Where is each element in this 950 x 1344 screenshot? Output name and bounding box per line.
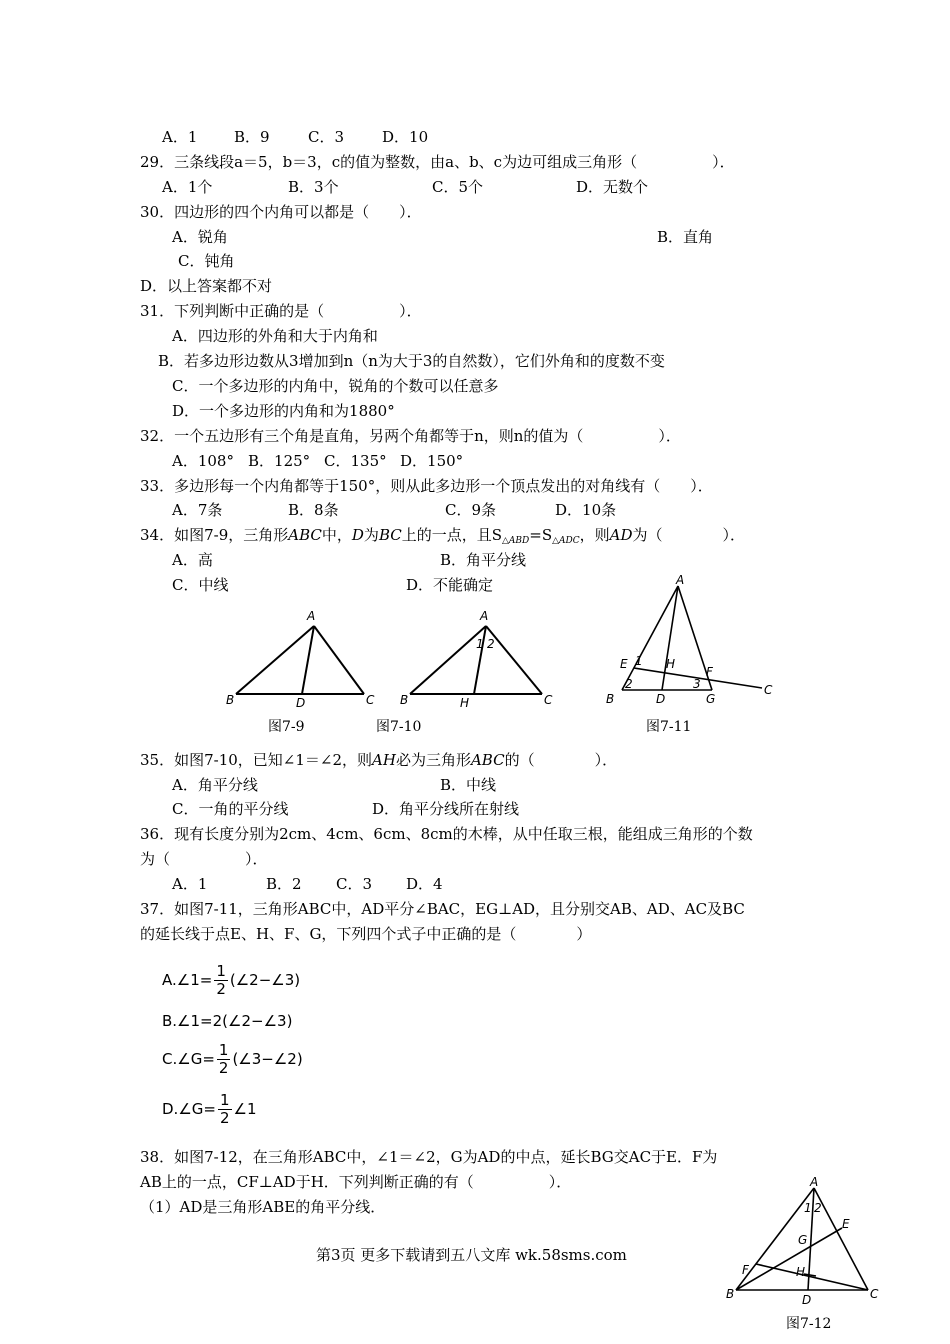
q35-text-3: 的（ ）． xyxy=(504,751,618,769)
q34-d: D xyxy=(351,526,364,544)
q28-option-c: C．3 xyxy=(308,128,345,146)
q32-option-d: D．150° xyxy=(400,452,464,470)
q34-abc: ABC xyxy=(288,526,322,544)
fig710-label-1: 1 xyxy=(476,637,484,651)
q37-d-pre: D.∠G= xyxy=(162,1100,216,1118)
fig79-label-d: D xyxy=(296,696,306,710)
q32-option-b: B．125° xyxy=(248,452,311,470)
q35-ah: AH xyxy=(372,751,396,769)
q33-option-b: B．8条 xyxy=(288,501,339,519)
fig79-caption: 图7-9 xyxy=(268,719,305,735)
fig712-label-g: G xyxy=(798,1233,808,1247)
fig712-label-d: D xyxy=(802,1293,812,1307)
q35-option-b: B．中线 xyxy=(440,776,497,794)
q38-line-1: 38．如图7-12，在三角形ABC中，∠1＝∠2，G为AD的中点，延长BG交AC于E．F为 xyxy=(140,1148,718,1166)
fig711-label-h: H xyxy=(666,657,676,671)
fig712-label-h: H xyxy=(796,1265,806,1279)
q38-line-3: （1）AD是三角形ABE的角平分线． xyxy=(140,1198,386,1216)
page-footer: 第3页 更多下载请到五八文库 wk.58sms.com xyxy=(316,1246,627,1264)
fig711-label-a: A xyxy=(676,573,685,587)
q30-option-a: A．锐角 xyxy=(172,228,228,246)
q31-stem: 31．下列判断中正确的是（ ）． xyxy=(140,302,422,320)
q31-option-c: C．一个多边形的内角中，锐角的个数可以任意多 xyxy=(172,377,499,395)
figure-7-12 xyxy=(722,1174,892,1308)
q33-option-d: D．10条 xyxy=(555,501,617,519)
q34-stem xyxy=(140,525,745,551)
q36-option-d: D．4 xyxy=(406,875,443,893)
q28-option-b: B．9 xyxy=(234,128,270,146)
q36-option-c: C．3 xyxy=(336,875,373,893)
fig711-label-b: B xyxy=(606,692,615,706)
fig711-label-f: F xyxy=(706,665,713,679)
q35-option-a: A．角平分线 xyxy=(172,776,258,794)
q37-d-den: 2 xyxy=(219,1109,230,1127)
fig710-label-c: C xyxy=(544,693,553,707)
fig711-label-e: E xyxy=(620,657,628,671)
fig79-label-b: B xyxy=(226,693,235,707)
q33-stem: 33．多边形每一个内角都等于150°，则从此多边形一个顶点发出的对角线有（ ）． xyxy=(140,477,713,495)
fig711-label-g: G xyxy=(706,692,716,706)
q34-text-2: 中， xyxy=(321,526,352,544)
q34-option-d: D．不能确定 xyxy=(406,576,494,594)
q30-stem: 30．四边形的四个内角可以都是（ ）． xyxy=(140,203,422,221)
q36-option-a: A．1 xyxy=(172,875,208,893)
q34-text-3: 为 xyxy=(363,526,379,544)
fig712-caption: 图7-12 xyxy=(786,1316,832,1332)
q31-option-b: B．若多边形边数从3增加到n（n为大于3的自然数），它们外角和的度数不变 xyxy=(158,352,665,370)
q34-sub-adc: △ADC xyxy=(552,536,580,546)
q30-option-d: D．以上答案都不对 xyxy=(140,277,273,295)
fig712-label-c: C xyxy=(870,1287,879,1301)
fig710-label-a: A xyxy=(480,609,489,623)
fig712-label-2: 2 xyxy=(814,1201,822,1215)
q37-c-post: (∠3−∠2) xyxy=(232,1050,303,1068)
q36-line-2: 为（ ）． xyxy=(140,850,268,868)
fig711-label-2: 2 xyxy=(625,677,633,691)
q35-stem xyxy=(140,750,617,770)
figure-7-10 xyxy=(396,606,556,710)
q34-bc: BC xyxy=(378,526,402,544)
q37-d-num: 1 xyxy=(219,1091,230,1109)
q37-d-fraction xyxy=(218,1092,232,1127)
q32-option-a: A．108° xyxy=(172,452,234,470)
fig712-label-a: A xyxy=(810,1175,819,1189)
q29-option-a: A．1个 xyxy=(162,178,213,196)
q29-option-d: D．无数个 xyxy=(576,178,649,196)
fig712-label-e: E xyxy=(842,1217,850,1231)
q32-stem: 32．一个五边形有三个角是直角，另两个角都等于n，则n的值为（ ）． xyxy=(140,427,681,445)
q34-text-1: 34．如图7-9，三角形 xyxy=(140,526,289,544)
fig79-label-a: A xyxy=(307,609,316,623)
q31-option-a: A．四边形的外角和大于内角和 xyxy=(172,327,378,345)
fig712-label-1: 1 xyxy=(804,1201,812,1215)
q35-text-1: 35．如图7-10，已知∠1＝∠2，则 xyxy=(140,751,373,769)
q35-abc: ABC xyxy=(470,751,505,769)
q38-line-2: AB上的一点，CF⊥AD于H．下列判断正确的有（ ）． xyxy=(140,1173,572,1191)
q31-option-d: D．一个多边形的内角和为1880° xyxy=(172,402,395,420)
q37-a-post: (∠2−∠3) xyxy=(229,971,301,989)
q34-option-c: C．中线 xyxy=(172,576,229,594)
q30-option-b: B．直角 xyxy=(657,228,714,246)
q37-a-num: 1 xyxy=(216,962,226,980)
q37-a-den: 2 xyxy=(216,980,226,998)
q34-text-6: 为（ ）． xyxy=(632,526,746,544)
fig79-label-c: C xyxy=(366,693,375,707)
q37-option-c xyxy=(162,1042,303,1077)
q34-eq: =S xyxy=(529,526,553,544)
q29-option-c: C．5个 xyxy=(432,178,484,196)
q37-line-1: 37．如图7-11，三角形ABC中，AD平分∠BAC，EG⊥AD，且分别交AB、AD、AC及BC xyxy=(140,900,745,918)
q34-text-5: ，则 xyxy=(579,526,610,544)
q35-text-2: 必为三角形 xyxy=(395,751,471,769)
q34-option-b: B．角平分线 xyxy=(440,551,527,569)
q34-text-4: 上的一点，且S xyxy=(401,526,502,544)
q37-c-pre: C.∠G= xyxy=(162,1050,215,1068)
q37-option-d xyxy=(162,1092,257,1127)
q29-option-b: B．3个 xyxy=(288,178,339,196)
q33-option-c: C．9条 xyxy=(445,501,497,519)
q37-line-2: 的延长线于点E、H、F、G，下列四个式子中正确的是（ ） xyxy=(140,925,592,943)
fig710-label-h: H xyxy=(460,696,470,710)
fig711-label-1: 1 xyxy=(635,654,643,668)
q37-d-post: ∠1 xyxy=(233,1100,257,1118)
q37-c-fraction xyxy=(217,1042,231,1077)
q37-a-pre: A.∠1= xyxy=(162,971,213,989)
q30-option-c: C．钝角 xyxy=(178,252,235,270)
q34-ad: AD xyxy=(609,526,633,544)
q37-a-fraction xyxy=(214,963,228,998)
q36-option-b: B．2 xyxy=(266,875,302,893)
q35-option-d: D．角平分线所在射线 xyxy=(372,800,520,818)
q33-option-a: A．7条 xyxy=(172,501,223,519)
q28-option-d: D．10 xyxy=(382,128,429,146)
q37-b-text: B.∠1=2(∠2−∠3) xyxy=(162,1012,293,1030)
fig712-label-f: F xyxy=(742,1263,749,1277)
q35-option-c: C．一角的平分线 xyxy=(172,800,289,818)
fig711-label-3: 3 xyxy=(693,677,701,691)
q34-sub-abd: △ABD xyxy=(502,536,530,546)
q37-option-a xyxy=(162,963,300,998)
figure-7-11 xyxy=(600,572,790,712)
fig711-label-c: C xyxy=(764,683,773,697)
fig711-label-d: D xyxy=(656,692,666,706)
q37-c-num: 1 xyxy=(218,1041,229,1059)
fig710-label-b: B xyxy=(400,693,409,707)
q34-option-a: A．高 xyxy=(172,551,213,569)
fig710-label-2: 2 xyxy=(487,637,495,651)
fig711-caption: 图7-11 xyxy=(646,719,692,735)
q32-option-c: C．135° xyxy=(324,452,387,470)
q37-c-den: 2 xyxy=(218,1059,229,1077)
figure-7-9 xyxy=(222,606,382,710)
q36-line-1: 36．现有长度分别为2cm、4cm、6cm、8cm的木棒，从中任取三根，能组成三角形的个数 xyxy=(140,825,753,843)
fig712-label-b: B xyxy=(726,1287,735,1301)
q37-option-b xyxy=(162,1012,292,1030)
q29-stem: 29．三条线段a＝5，b＝3，c的值为整数，由a、b、c为边可组成三角形（ ）． xyxy=(140,153,735,171)
q28-option-a: A．1 xyxy=(162,128,198,146)
fig710-caption: 图7-10 xyxy=(376,719,422,735)
